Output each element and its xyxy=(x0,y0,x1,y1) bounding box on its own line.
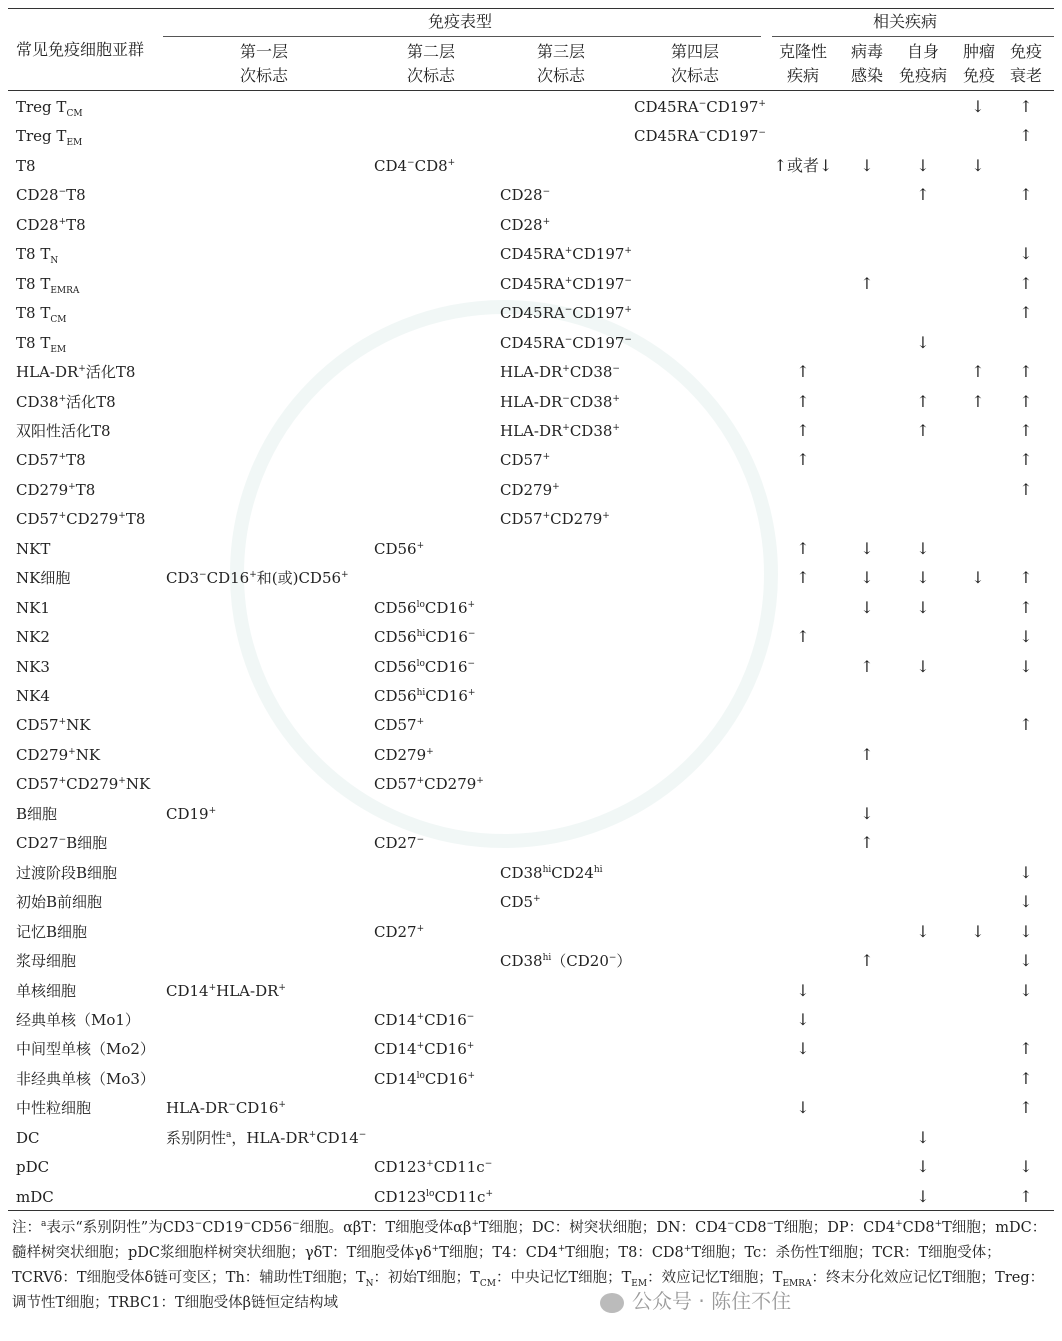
cell-disease-5: ↑ xyxy=(1019,303,1033,322)
cell-l3: CD45RA+CD197+ xyxy=(500,245,632,263)
cell-subset-name: 中间型单核（Mo2） xyxy=(16,1040,155,1058)
header-d4-a: 肿瘤 xyxy=(962,42,995,61)
cell-subset-name: CD38+活化T8 xyxy=(16,393,116,411)
cell-subset-name: CD57+CD279+T8 xyxy=(16,510,146,528)
cell-subset-name: 记忆B细胞 xyxy=(16,923,88,941)
cell-subset-name: Treg $T_{EM}$ xyxy=(16,127,83,148)
col-header-cell-subset: 常见免疫细胞亚群 xyxy=(16,40,145,59)
cell-disease-5: ↑ xyxy=(1019,1069,1033,1088)
cell-subset-name: T8 $T_{CM}$ xyxy=(16,304,67,325)
cell-l3: HLA-DR+CD38− xyxy=(500,363,620,381)
cell-l4: CD45RA−CD197+ xyxy=(634,98,766,116)
header-disease: 相关疾病 xyxy=(872,12,937,31)
phenotype-subrule xyxy=(163,36,761,37)
cell-disease-3: ↓ xyxy=(916,1157,930,1176)
cell-subset-name: T8 $T_{EM}$ xyxy=(16,334,67,355)
cell-disease-1: ↑或者↓ xyxy=(773,156,833,175)
cell-l2: $CD56^{lo}CD16^+$ xyxy=(374,599,476,617)
cell-subset-name: CD57+NK xyxy=(16,716,91,734)
cell-l3: CD28− xyxy=(500,186,551,204)
cell-l3: CD57+ xyxy=(500,451,551,469)
header-d3-a: 自身 xyxy=(906,42,939,61)
cell-subset-name: NK3 xyxy=(16,658,50,676)
cell-l1: CD14+HLA-DR+ xyxy=(166,982,286,1000)
cell-disease-2: ↓ xyxy=(860,539,874,558)
cell-subset-name: 经典单核（Mo1） xyxy=(16,1011,140,1029)
cell-l3: CD45RA−CD197+ xyxy=(500,304,632,322)
cell-disease-5: ↑ xyxy=(1019,1098,1033,1117)
bottom-rule xyxy=(8,1210,1054,1211)
cell-l2: $CD123^{lo}CD11c^+$ xyxy=(374,1188,493,1206)
header-layer1-a: 第一层 xyxy=(239,42,288,61)
cell-l3: HLA-DR−CD38+ xyxy=(500,393,620,411)
cell-l2: CD4−CD8+ xyxy=(374,157,456,175)
header-layer4-b: 次标志 xyxy=(670,66,719,85)
top-rule xyxy=(8,8,1054,9)
cell-l2: $CD56^{hi}CD16^+$ xyxy=(374,687,476,705)
cell-disease-2: ↑ xyxy=(860,274,874,293)
cell-l3: CD45RA−CD197− xyxy=(500,334,632,352)
cell-subset-name: DC xyxy=(16,1129,40,1147)
cell-disease-2: ↓ xyxy=(860,598,874,617)
cell-disease-1: ↑ xyxy=(796,421,810,440)
cell-subset-name: mDC xyxy=(16,1188,54,1206)
cell-l3: $CD38^{hi}CD24^{hi}$ xyxy=(500,864,603,882)
cell-disease-5: ↑ xyxy=(1019,126,1033,145)
cell-disease-1: ↓ xyxy=(796,981,810,1000)
cell-subset-name: pDC xyxy=(16,1158,50,1176)
cell-disease-5: ↓ xyxy=(1019,892,1033,911)
cell-subset-name: CD279+NK xyxy=(16,746,101,764)
table-note: 注：$^a$表示“系别阴性”为CD3−CD19−CD56−细胞。αβT：T细胞受体αβ+T细胞；DC：树突状细胞；DN：CD4−CD8−T细胞；DP：CD4+CD8+T细胞；mDC：髓样树突状细胞；pDC浆细胞样树突状细胞；γδT：T细胞受体γδ+T细胞；T4：CD4+T细胞；T8：CD8+T细胞；Tc：杀伤性T细胞；TCR：T细胞受体；TCRVδ：T细胞受体δ链可变区；Th：辅助性T细胞；$T_N$：初始T细胞；$T_{CM}$：中央记忆T细胞；$T_{EM}$：效应记忆T细胞；$T_{EMRA}$：终末分化效应记忆T细胞；Treg：调节性T细胞；TRBC1：T细胞受体β链恒定结构域 xyxy=(12,1219,1047,1311)
header-d5-a: 免疫 xyxy=(1009,42,1042,61)
disease-subrule xyxy=(772,36,1054,37)
cell-disease-2: ↑ xyxy=(860,833,874,852)
cell-l2: CD123+CD11c− xyxy=(374,1158,493,1176)
cell-l3: CD5+ xyxy=(500,893,541,911)
cell-subset-name: 过渡阶段B细胞 xyxy=(16,864,118,882)
cell-l3: CD57+CD279+ xyxy=(500,510,610,528)
cell-subset-name: 初始B前细胞 xyxy=(16,893,103,911)
cell-disease-3: ↓ xyxy=(916,333,930,352)
header-d1-a: 克隆性 xyxy=(778,42,827,61)
header-layer2-b: 次标志 xyxy=(406,66,455,85)
cell-subset-name: 单核细胞 xyxy=(16,982,77,1000)
cell-disease-5: ↓ xyxy=(1019,951,1033,970)
cell-disease-1: ↑ xyxy=(796,362,810,381)
cell-disease-1: ↑ xyxy=(796,627,810,646)
cell-disease-3: ↓ xyxy=(916,1187,930,1206)
cell-subset-name: 中性粒细胞 xyxy=(16,1099,92,1117)
cell-subset-name: T8 $T_N$ xyxy=(16,245,59,266)
cell-disease-5: ↑ xyxy=(1019,185,1033,204)
cell-subset-name: B细胞 xyxy=(16,805,58,823)
cell-disease-5: ↓ xyxy=(1019,863,1033,882)
cell-subset-name: CD28+T8 xyxy=(16,216,86,234)
cell-subset-name: 双阳性活化T8 xyxy=(16,422,111,440)
cell-disease-1: ↑ xyxy=(796,539,810,558)
cell-disease-5: ↑ xyxy=(1019,598,1033,617)
cell-subset-name: NK1 xyxy=(16,599,50,617)
cell-subset-name: NK4 xyxy=(16,687,50,705)
cell-disease-4: ↓ xyxy=(971,156,985,175)
watermark-text: 公众号 · 陈住不住 xyxy=(632,1289,792,1313)
cell-disease-5: ↑ xyxy=(1019,274,1033,293)
cell-l2: $CD56^{hi}CD16^-$ xyxy=(374,628,476,646)
header-d5-b: 衰老 xyxy=(1009,66,1042,85)
cell-subset-name: T8 $T_{EMRA}$ xyxy=(16,275,80,296)
cell-l2: CD56+ xyxy=(374,540,425,558)
cell-disease-5: ↑ xyxy=(1019,97,1033,116)
cell-disease-5: ↑ xyxy=(1019,480,1033,499)
header-layer4-a: 第四层 xyxy=(670,42,719,61)
cell-disease-3: ↑ xyxy=(916,392,930,411)
cell-disease-1: ↑ xyxy=(796,568,810,587)
cell-disease-2: ↓ xyxy=(860,804,874,823)
cell-disease-4: ↓ xyxy=(971,568,985,587)
cell-l2: CD27− xyxy=(374,834,425,852)
header-d2-b: 感染 xyxy=(850,66,883,85)
header-rule xyxy=(8,90,1054,91)
cell-disease-5: ↑ xyxy=(1019,450,1033,469)
cell-disease-5: ↑ xyxy=(1019,421,1033,440)
cell-l2: $CD14^{lo}CD16^+$ xyxy=(374,1070,476,1088)
cell-l3: HLA-DR+CD38+ xyxy=(500,422,620,440)
cell-subset-name: CD279+T8 xyxy=(16,481,96,499)
cell-disease-2: ↓ xyxy=(860,156,874,175)
cell-disease-5: ↓ xyxy=(1019,1157,1033,1176)
cell-subset-name: 非经典单核（Mo3） xyxy=(16,1070,155,1088)
cell-l3: CD45RA+CD197− xyxy=(500,275,632,293)
header-layer2-a: 第二层 xyxy=(406,42,455,61)
cell-l2: CD14+CD16− xyxy=(374,1011,475,1029)
cell-disease-4: ↑ xyxy=(971,392,985,411)
cell-disease-3: ↓ xyxy=(916,156,930,175)
wechat-watermark xyxy=(600,1285,791,1314)
header-d4-b: 免疫 xyxy=(962,66,995,85)
cell-l2: CD57+ xyxy=(374,716,425,734)
cell-l2: CD27+ xyxy=(374,923,425,941)
cell-disease-1: ↑ xyxy=(796,450,810,469)
cell-disease-1: ↑ xyxy=(796,392,810,411)
cell-disease-1: ↓ xyxy=(796,1010,810,1029)
cell-disease-3: ↓ xyxy=(916,657,930,676)
cell-l2: CD279+ xyxy=(374,746,434,764)
cell-disease-3: ↓ xyxy=(916,1128,930,1147)
cell-subset-name: CD57+CD279+NK xyxy=(16,775,151,793)
cell-disease-5: ↓ xyxy=(1019,244,1033,263)
cell-disease-2: ↓ xyxy=(860,568,874,587)
cell-subset-name: Treg $T_{CM}$ xyxy=(16,98,83,119)
cell-l2: CD57+CD279+ xyxy=(374,775,484,793)
cell-subset-name: CD27−B细胞 xyxy=(16,834,108,852)
cell-subset-name: HLA-DR+活化T8 xyxy=(16,363,136,381)
cell-subset-name: T8 xyxy=(16,157,36,175)
cell-disease-2: ↑ xyxy=(860,657,874,676)
cell-subset-name: NK细胞 xyxy=(16,569,71,587)
cell-disease-3: ↓ xyxy=(916,598,930,617)
cell-disease-5: ↓ xyxy=(1019,981,1033,1000)
cell-disease-4: ↓ xyxy=(971,97,985,116)
cell-disease-1: ↓ xyxy=(796,1098,810,1117)
cell-disease-5: ↑ xyxy=(1019,392,1033,411)
header-d3-b: 免疫病 xyxy=(898,66,947,85)
cell-disease-5: ↑ xyxy=(1019,362,1033,381)
cell-l1: HLA-DR−CD16+ xyxy=(166,1099,286,1117)
cell-l1: 系别阴性$^a$，HLA-DR+CD14− xyxy=(166,1129,367,1147)
cell-disease-5: ↑ xyxy=(1019,1187,1033,1206)
cell-subset-name: NK2 xyxy=(16,628,50,646)
cell-subset-name: CD57+T8 xyxy=(16,451,86,469)
wechat-icon xyxy=(600,1293,624,1313)
cell-subset-name: 浆母细胞 xyxy=(16,952,77,970)
cell-disease-5: ↑ xyxy=(1019,568,1033,587)
cell-disease-3: ↓ xyxy=(916,568,930,587)
cell-l3: $CD38^{hi}(CD20^-)$ xyxy=(500,952,632,970)
cell-disease-4: ↑ xyxy=(971,362,985,381)
cell-disease-5: ↓ xyxy=(1019,627,1033,646)
cell-disease-1: ↓ xyxy=(796,1039,810,1058)
cell-disease-5: ↑ xyxy=(1019,715,1033,734)
cell-disease-3: ↓ xyxy=(916,539,930,558)
cell-l4: CD45RA−CD197− xyxy=(634,127,766,145)
cell-l1: CD3−CD16+和(或)CD56+ xyxy=(166,569,349,587)
cell-subset-name: NKT xyxy=(16,540,51,558)
cell-disease-4: ↓ xyxy=(971,922,985,941)
cell-disease-2: ↑ xyxy=(860,745,874,764)
header-d1-b: 疾病 xyxy=(786,66,819,85)
cell-disease-3: ↓ xyxy=(916,922,930,941)
header-layer1-b: 次标志 xyxy=(239,66,288,85)
cell-l3: CD28+ xyxy=(500,216,551,234)
header-phenotype: 免疫表型 xyxy=(427,12,492,31)
cell-l2: $CD56^{lo}CD16^-$ xyxy=(374,658,476,676)
cell-subset-name: CD28−T8 xyxy=(16,186,86,204)
cell-l1: CD19+ xyxy=(166,805,217,823)
header-layer3-b: 次标志 xyxy=(536,66,585,85)
cell-disease-2: ↑ xyxy=(860,951,874,970)
cell-disease-5: ↑ xyxy=(1019,1039,1033,1058)
cell-disease-5: ↓ xyxy=(1019,657,1033,676)
header-layer3-a: 第三层 xyxy=(536,42,585,61)
cell-disease-5: ↓ xyxy=(1019,922,1033,941)
cell-l2: CD14+CD16+ xyxy=(374,1040,475,1058)
header-d2-a: 病毒 xyxy=(850,42,883,61)
cell-disease-3: ↑ xyxy=(916,421,930,440)
cell-l3: CD279+ xyxy=(500,481,560,499)
cell-disease-3: ↑ xyxy=(916,185,930,204)
